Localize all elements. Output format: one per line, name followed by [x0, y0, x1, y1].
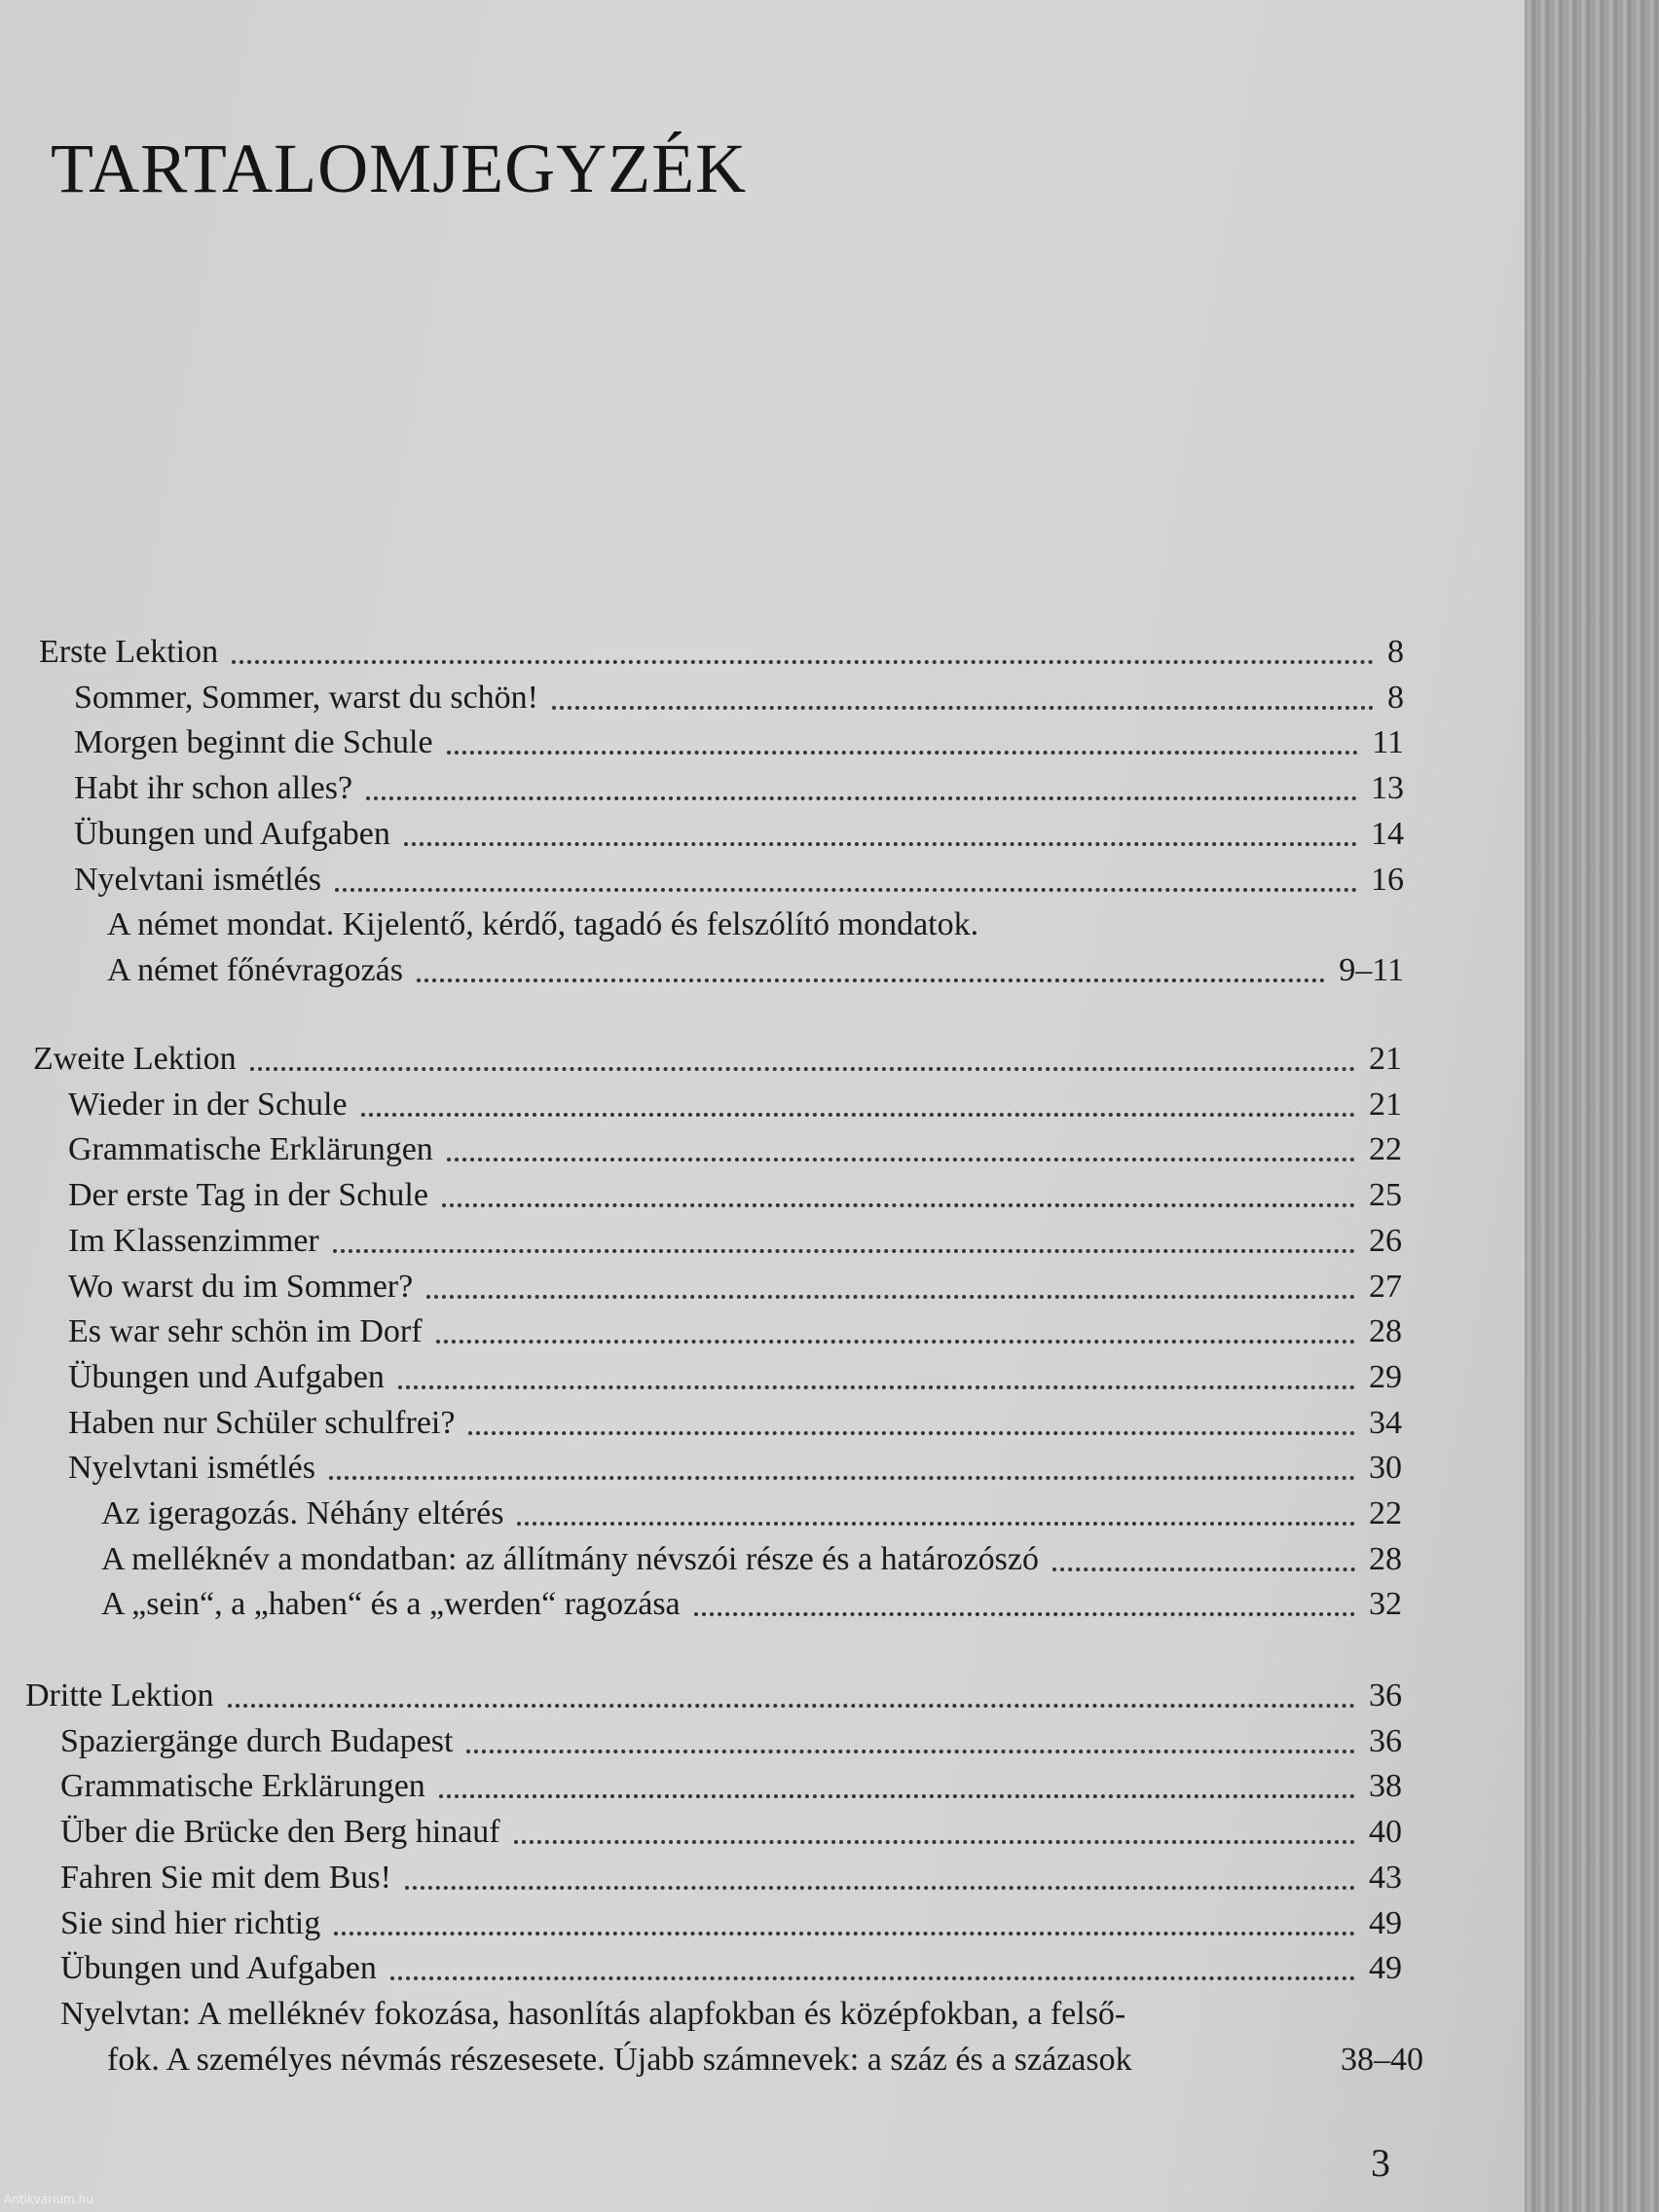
dot-leader — [405, 1886, 1355, 1890]
toc-grammar-entry-label: A német mondat. Kijelentő, kérdő, tagadó és felszólító mondatok. — [107, 906, 979, 943]
dot-leader — [398, 1385, 1355, 1389]
dot-leader — [552, 706, 1374, 710]
dot-leader — [468, 1431, 1355, 1435]
toc-entry — [74, 721, 1404, 764]
toc-grammar-entry — [60, 1993, 1402, 2036]
toc-entry-label: Spaziergänge durch Budapest — [60, 1722, 454, 1759]
toc-lesson-heading-label: Erste Lektion — [39, 634, 219, 670]
toc-entry-page: 16 — [1371, 861, 1404, 898]
toc-entry-page: 8 — [1387, 679, 1404, 716]
toc-entry — [68, 1402, 1402, 1445]
dot-leader — [335, 888, 1357, 892]
toc-entry — [60, 1720, 1402, 1763]
toc-entry-label: Nyelvtani ismétlés — [74, 861, 322, 898]
toc-lesson-heading-page: 8 — [1387, 634, 1404, 670]
dot-leader — [228, 1704, 1355, 1708]
toc-entry — [68, 1220, 1402, 1263]
toc-entry-page: 22 — [1369, 1131, 1402, 1168]
toc-lesson-heading — [33, 1038, 1402, 1081]
toc-entry — [74, 677, 1404, 719]
toc-entry-label: Im Klassenzimmer — [68, 1222, 319, 1259]
dot-leader — [517, 1522, 1355, 1526]
toc-entry — [60, 1902, 1402, 1945]
toc-entry-label: Übungen und Aufgaben — [74, 815, 390, 852]
dot-leader — [334, 1932, 1355, 1936]
toc-entry — [74, 859, 1404, 902]
dot-leader — [250, 1067, 1355, 1071]
toc-entry-page: 36 — [1369, 1722, 1402, 1759]
toc-entry-label: Über die Brücke den Berg hinauf — [60, 1814, 500, 1851]
toc-grammar-entry — [107, 2039, 1423, 2082]
page-title: TARTALOMJEGYZÉK — [51, 129, 748, 207]
toc-grammar-entry — [101, 1493, 1402, 1535]
dot-leader — [436, 1340, 1355, 1344]
toc-lesson-heading-label: Dritte Lektion — [25, 1677, 214, 1714]
toc-entry — [68, 1310, 1402, 1353]
dot-leader — [514, 1840, 1355, 1844]
dot-leader — [447, 1158, 1355, 1161]
toc-grammar-entry — [101, 1538, 1402, 1581]
dot-leader — [329, 1476, 1355, 1480]
toc-entry — [60, 1857, 1402, 1899]
toc-entry — [68, 1128, 1402, 1171]
toc-grammar-entry-page: 32 — [1369, 1586, 1402, 1623]
toc-entry-page: 49 — [1369, 1904, 1402, 1941]
toc-entry-page: 29 — [1369, 1358, 1402, 1395]
toc-lesson-heading-label: Zweite Lektion — [33, 1041, 237, 1077]
dot-leader — [1052, 1567, 1355, 1571]
toc-entry — [74, 813, 1404, 856]
toc-entry-page: 14 — [1371, 815, 1404, 852]
toc-entry — [60, 1765, 1402, 1808]
toc-entry — [68, 1447, 1402, 1490]
toc-lesson-heading-page: 21 — [1369, 1041, 1402, 1077]
dot-leader — [426, 1295, 1355, 1299]
toc-entry-label: Übungen und Aufgaben — [68, 1358, 385, 1395]
toc-entry-page: 21 — [1369, 1086, 1402, 1123]
toc-grammar-entry-label: A német főnévragozás — [107, 951, 403, 988]
toc-entry-page: 11 — [1372, 724, 1404, 761]
toc-grammar-entry-page: 9–11 — [1339, 951, 1404, 988]
toc-entry-page: 40 — [1369, 1814, 1402, 1851]
watermark: Antikvárium.hu — [4, 2193, 93, 2206]
toc-entry-label: Wo warst du im Sommer? — [68, 1268, 414, 1305]
toc-entry-label: Übungen und Aufgaben — [60, 1950, 377, 1987]
toc-lesson-heading-page: 36 — [1369, 1677, 1402, 1714]
dot-leader — [417, 978, 1325, 982]
toc-entry-label: Haben nur Schüler schulfrei? — [68, 1404, 456, 1441]
dot-leader — [439, 1794, 1355, 1798]
toc-grammar-entry — [107, 949, 1404, 992]
page-number: 3 — [1371, 2141, 1390, 2185]
toc-entry-label: Morgen beginnt die Schule — [74, 724, 433, 761]
toc-grammar-entry-label: Az igeragozás. Néhány eltérés — [101, 1495, 504, 1531]
toc-grammar-entry-page: 22 — [1369, 1495, 1402, 1531]
toc-entry-page: 27 — [1369, 1268, 1402, 1305]
dot-leader — [361, 1113, 1355, 1117]
toc-entry-page: 30 — [1369, 1450, 1402, 1487]
toc-entry-label: Nyelvtani ismétlés — [68, 1450, 316, 1487]
toc-entry-page: 49 — [1369, 1950, 1402, 1987]
toc-entry-label: Sommer, Sommer, warst du schön! — [74, 679, 538, 716]
toc-entry-label: Sie sind hier richtig — [60, 1904, 321, 1941]
toc-entry-page: 25 — [1369, 1177, 1402, 1214]
toc-entry-page: 28 — [1369, 1313, 1402, 1350]
dot-leader — [232, 660, 1374, 664]
toc-entry-label: Fahren Sie mit dem Bus! — [60, 1859, 391, 1896]
toc-entry — [68, 1266, 1402, 1309]
dot-leader — [466, 1750, 1355, 1753]
toc-entry — [68, 1174, 1402, 1217]
toc-entry-page: 26 — [1369, 1222, 1402, 1259]
toc-lesson-heading — [39, 631, 1404, 674]
dot-leader — [366, 796, 1357, 800]
toc-grammar-entry — [107, 903, 1404, 946]
toc-lesson-heading — [25, 1675, 1402, 1717]
toc-entry — [74, 767, 1404, 810]
toc-grammar-entry-label: A „sein“, a „haben“ és a „werden“ ragozása — [101, 1586, 681, 1623]
toc-grammar-entry-page: 28 — [1369, 1540, 1402, 1577]
toc-entry-label: Der erste Tag in der Schule — [68, 1177, 428, 1214]
toc-entry-label: Grammatische Erklärungen — [68, 1131, 433, 1168]
toc-entry-label: Wieder in der Schule — [68, 1086, 348, 1123]
toc-entry — [60, 1947, 1402, 1990]
toc-entry-page: 43 — [1369, 1859, 1402, 1896]
dot-leader — [333, 1249, 1355, 1253]
toc-grammar-entry-label: fok. A személyes névmás részesesete. Újabb számnevek: a száz és a százasok — [107, 2041, 1132, 2078]
dot-leader — [442, 1203, 1355, 1207]
toc-entry-page: 13 — [1371, 770, 1404, 807]
toc-entry-page: 38 — [1369, 1768, 1402, 1805]
dot-leader — [694, 1612, 1355, 1616]
toc-grammar-entry-page: 38–40 — [1341, 2041, 1423, 2078]
toc-entry — [68, 1356, 1402, 1399]
toc-grammar-entry-label: A melléknév a mondatban: az állítmány névszói része és a határozószó — [101, 1540, 1039, 1577]
toc-entry-label: Grammatische Erklärungen — [60, 1768, 425, 1805]
dot-leader — [447, 751, 1359, 755]
dot-leader — [404, 842, 1357, 846]
toc-entry-label: Es war sehr schön im Dorf — [68, 1313, 423, 1350]
toc-grammar-entry — [101, 1583, 1402, 1626]
dot-leader — [390, 1976, 1355, 1980]
toc-entry — [60, 1811, 1402, 1854]
toc-entry-label: Habt ihr schon alles? — [74, 770, 353, 807]
toc-entry — [68, 1084, 1402, 1126]
book-spine-edge — [1525, 0, 1659, 2212]
toc-entry-page: 34 — [1369, 1404, 1402, 1441]
toc-grammar-entry-label: Nyelvtan: A melléknév fokozása, hasonlítás alapfokban és középfokban, a felső- — [60, 1995, 1126, 2032]
